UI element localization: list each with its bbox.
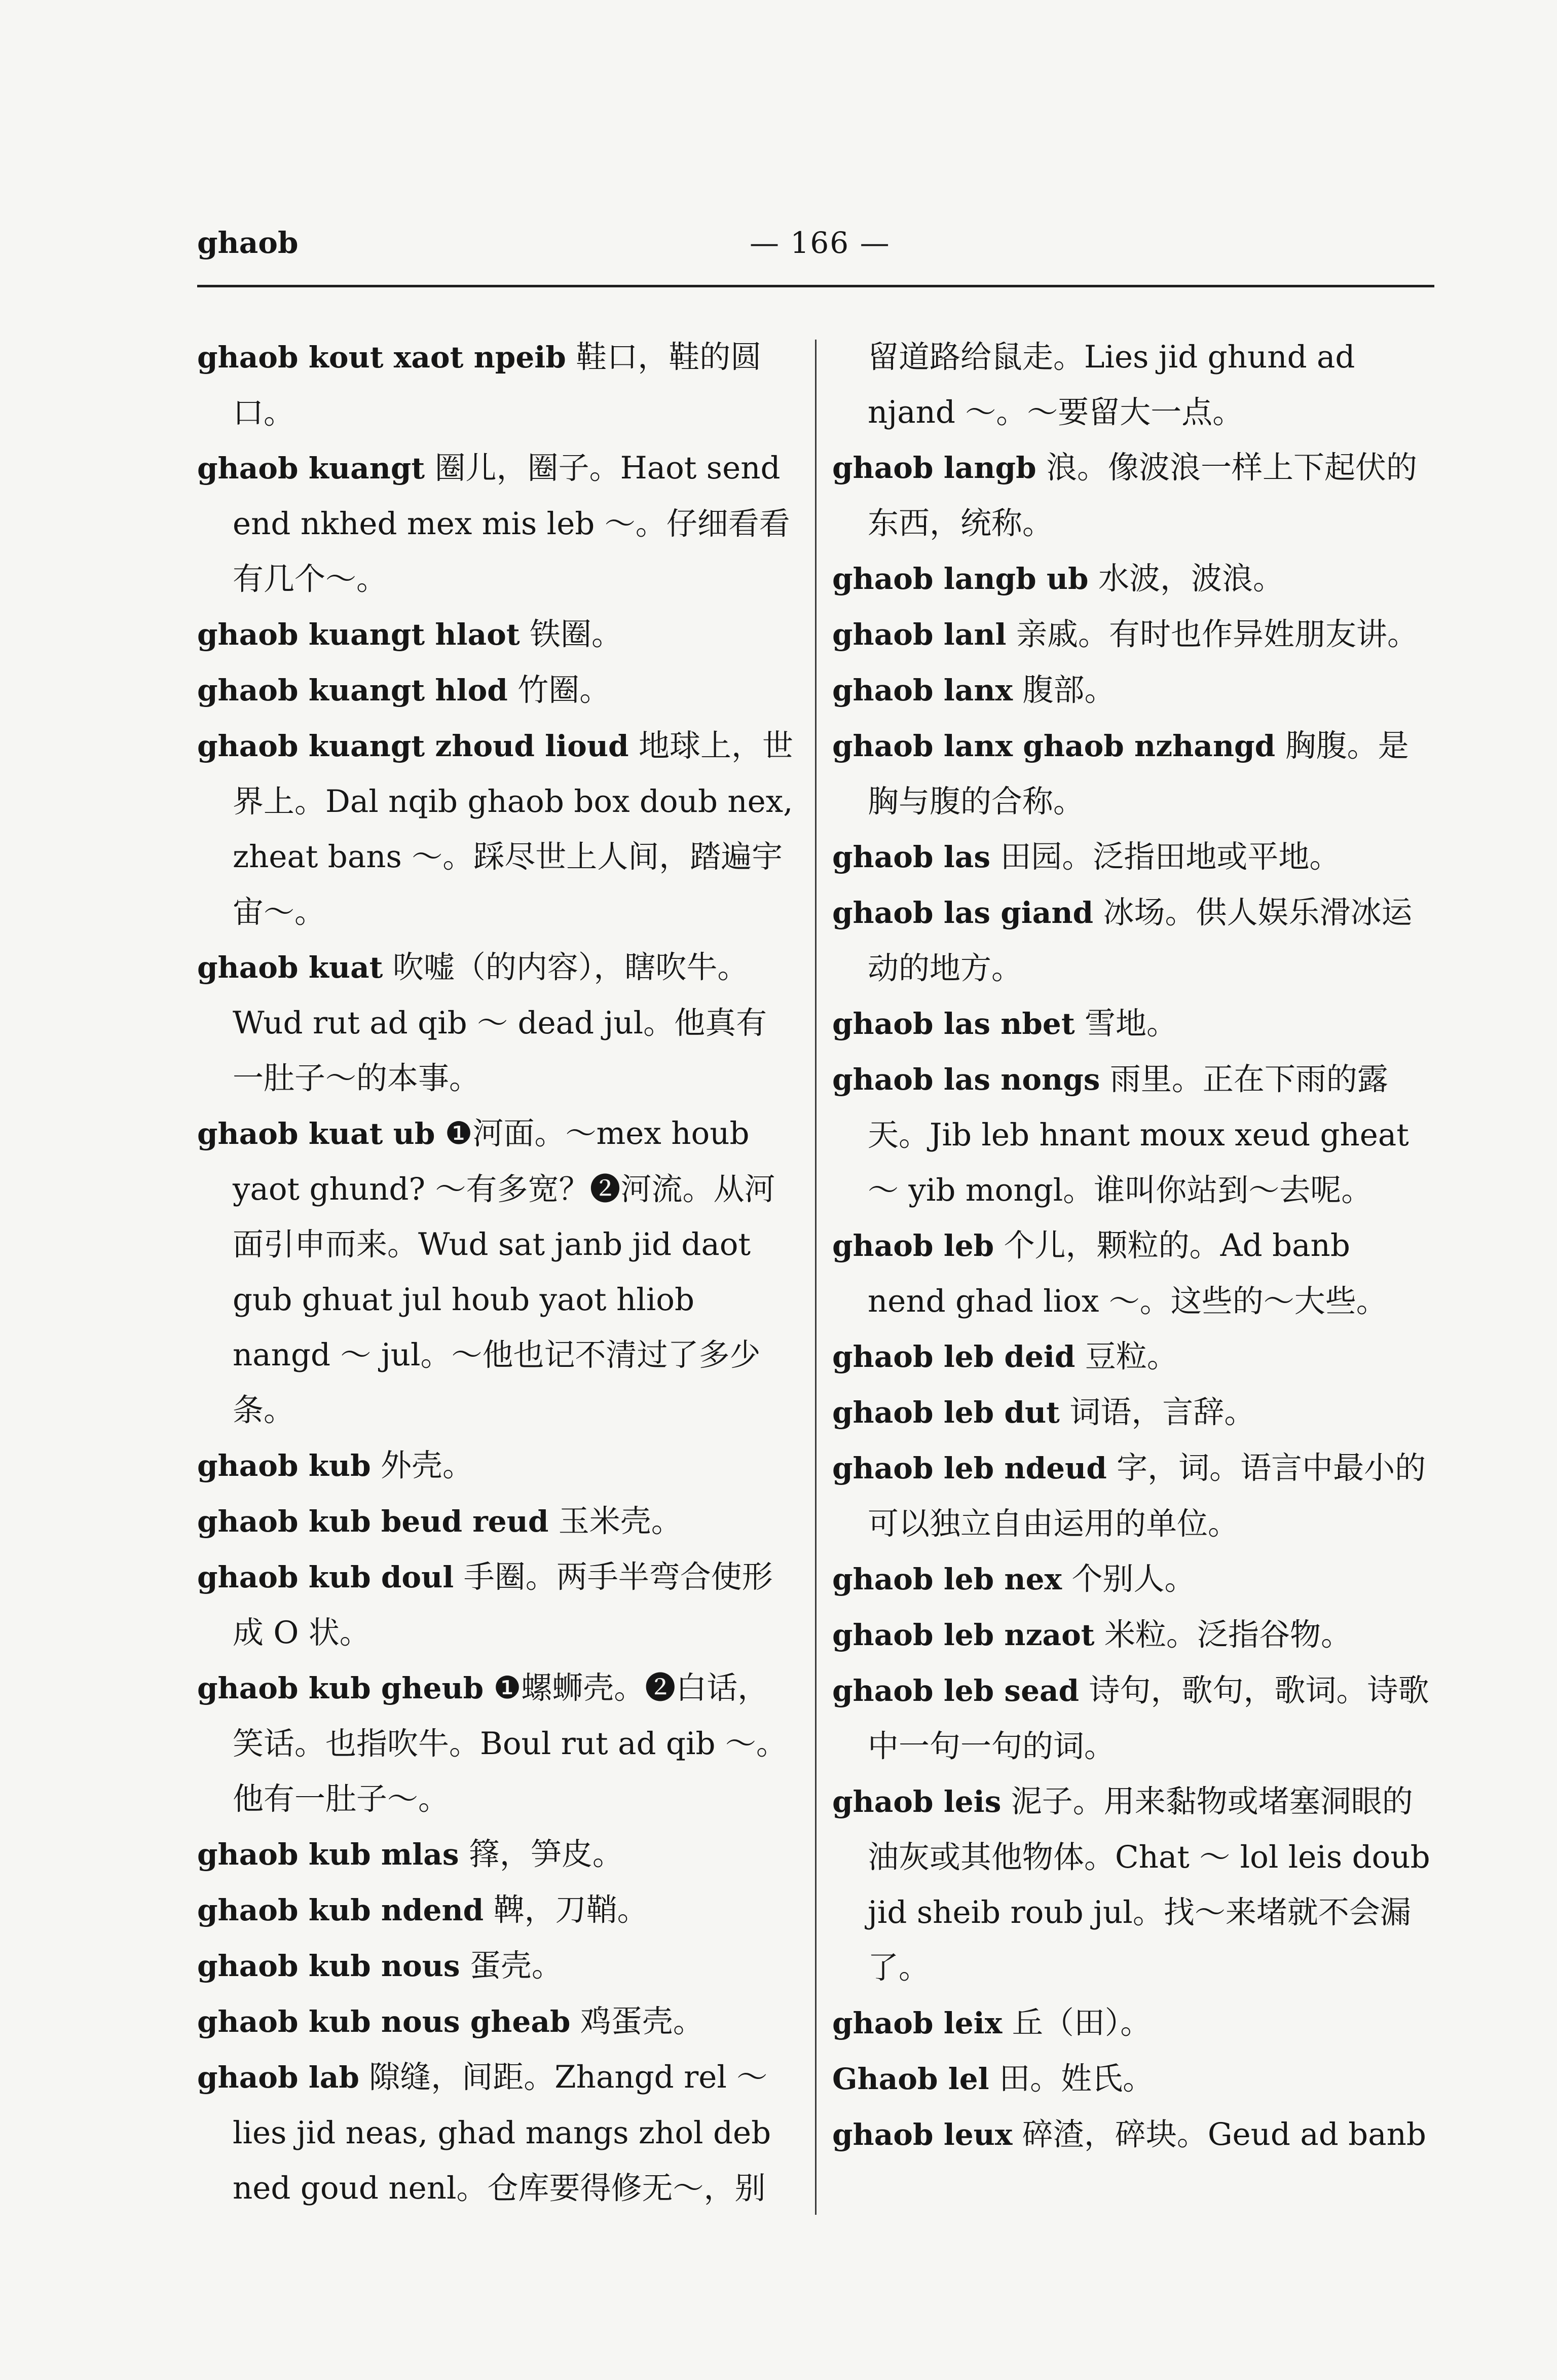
entry-definition: 圈儿，圈子。Haot send end nkhed mex mis leb ～。仔细看看有几个～。 bbox=[233, 450, 790, 597]
entry-definition: 水波，波浪。 bbox=[1098, 561, 1284, 597]
dictionary-entry bbox=[832, 1385, 1430, 1440]
dictionary-entry bbox=[197, 2050, 795, 2216]
entry-definition: 泥子。用来黏物或堵塞洞眼的油灰或其他物体。Chat ～ lol leis doub jid sheib roub jul。找～来堵就不会漏了。 bbox=[868, 1783, 1430, 1986]
entry-definition: 亲戚。有时也作异姓朋友讲。 bbox=[1016, 616, 1418, 652]
entry-headword: ghaob kub gheub bbox=[197, 1671, 484, 1705]
entry-headword: ghaob kub nous bbox=[197, 1949, 460, 1983]
entry-definition: 田。姓氏。 bbox=[999, 2061, 1154, 2097]
dictionary-entry bbox=[832, 718, 1430, 829]
entry-definition: 铁圈。 bbox=[530, 616, 623, 652]
dictionary-entry bbox=[832, 1218, 1430, 1329]
entry-definition: 蛋壳。 bbox=[469, 1948, 563, 1984]
page-header bbox=[197, 220, 1434, 271]
entry-definition: 诗句，歌句，歌词。诗歌中一句一句的词。 bbox=[868, 1672, 1429, 1764]
dictionary-entry bbox=[197, 940, 795, 1106]
entry-headword: ghaob lanx bbox=[832, 673, 1013, 708]
entry-headword: ghaob las nbet bbox=[832, 1007, 1075, 1041]
entry-definition: 腹部。 bbox=[1022, 672, 1116, 708]
entry-headword: ghaob leb ndeud bbox=[832, 1451, 1107, 1485]
entry-headword: ghaob leux bbox=[832, 2117, 1013, 2152]
entry-definition: 字，词。语言中最小的可以独立自由运用的单位。 bbox=[868, 1450, 1426, 1542]
page-number: — 166 — bbox=[750, 226, 891, 260]
entry-headword: ghaob leb sead bbox=[832, 1674, 1080, 1708]
dictionary-entry bbox=[832, 329, 1430, 440]
entry-definition: 地球上，世界上。Dal nqib ghaob box doub nex, zheat bans ～。踩尽世上人间，踏遍宇宙～。 bbox=[233, 728, 793, 930]
entry-headword: ghaob kuangt bbox=[197, 451, 425, 486]
dictionary-entry bbox=[832, 1052, 1430, 1218]
dictionary-entry bbox=[832, 551, 1430, 607]
entry-headword: ghaob langb ub bbox=[832, 562, 1089, 596]
entry-definition: 胸腹。是胸与腹的合称。 bbox=[868, 728, 1409, 820]
entry-definition: 个别人。 bbox=[1071, 1561, 1196, 1597]
entry-headword: ghaob las giand bbox=[832, 896, 1094, 930]
entry-definition: 鞞，刀鞘。 bbox=[493, 1892, 648, 1928]
left-column bbox=[197, 329, 795, 2216]
entry-headword: ghaob langb bbox=[832, 451, 1036, 485]
dictionary-entry bbox=[197, 718, 795, 940]
entry-headword: ghaob leb nzaot bbox=[832, 1618, 1095, 1652]
entry-definition: 雪地。 bbox=[1085, 1006, 1178, 1042]
entry-definition: 竹圈。 bbox=[517, 672, 611, 708]
entry-definition: ❶螺蛳壳。❷白话，笑话。也指吹牛。Boul rut ad qib ～。他有一肚子～。 bbox=[233, 1670, 787, 1817]
entry-headword: ghaob lanl bbox=[832, 617, 1007, 652]
dictionary-entry bbox=[832, 662, 1430, 718]
dictionary-entry bbox=[832, 885, 1430, 996]
right-column bbox=[832, 329, 1430, 2163]
entry-headword: ghaob kuangt hlaot bbox=[197, 617, 520, 652]
dictionary-entry bbox=[832, 607, 1430, 662]
entry-headword: ghaob leb nex bbox=[832, 1562, 1062, 1596]
entry-definition: 玉米壳。 bbox=[558, 1503, 682, 1539]
entry-headword: ghaob kuangt zhoud lioud bbox=[197, 729, 629, 763]
entry-definition: 浪。像波浪一样上下起伏的东西，统称。 bbox=[868, 450, 1418, 541]
entry-definition: 吹嘘（的内容），瞎吹牛。Wud rut ad qib ～ dead jul。他真有一肚子～的本事。 bbox=[233, 949, 767, 1096]
entry-definition: 田园。泛指田地或平地。 bbox=[1000, 839, 1341, 875]
dictionary-entry bbox=[832, 440, 1430, 551]
dictionary-entry bbox=[832, 2107, 1430, 2163]
entry-headword: ghaob las nongs bbox=[832, 1062, 1100, 1097]
dictionary-entry bbox=[832, 829, 1430, 885]
entry-headword: ghaob kub mlas bbox=[197, 1837, 459, 1872]
dictionary-entry bbox=[197, 1494, 795, 1549]
dictionary-entry bbox=[832, 1607, 1430, 1663]
dictionary-entry bbox=[197, 1660, 795, 1827]
dictionary-entry bbox=[197, 1938, 795, 1994]
entry-definition: 隙缝，间距。Zhangd rel ～ lies jid neas, ghad mangs zhol deb ned goud nenl。仓库要得修无～，别 bbox=[233, 2059, 771, 2206]
entry-headword: ghaob lab bbox=[197, 2060, 359, 2095]
dictionary-entry bbox=[197, 607, 795, 662]
entry-headword: ghaob leb bbox=[832, 1229, 994, 1263]
column-divider bbox=[815, 340, 817, 2215]
entry-headword: ghaob leb deid bbox=[832, 1340, 1076, 1374]
entry-headword: ghaob kub nous gheab bbox=[197, 2004, 571, 2039]
entry-headword: ghaob kub beud reud bbox=[197, 1504, 549, 1539]
entry-definition: 鸡蛋壳。 bbox=[580, 2003, 704, 2039]
entry-headword: ghaob kuat bbox=[197, 950, 383, 985]
dictionary-entry bbox=[832, 1551, 1430, 1607]
dictionary-entry bbox=[832, 996, 1430, 1052]
entry-definition: 外壳。 bbox=[381, 1447, 474, 1483]
entry-definition: 个儿，颗粒的。Ad banb nend ghad liox ～。这些的～大些。 bbox=[868, 1228, 1387, 1319]
entry-headword: ghaob kub doul bbox=[197, 1560, 454, 1594]
entry-definition: 豆粒。 bbox=[1085, 1338, 1178, 1374]
entry-definition: 雨里。正在下雨的露天。Jib leb hnant moux xeud gheat ～ yib mongl。谁叫你站到～去呢。 bbox=[868, 1061, 1409, 1208]
dictionary-entry bbox=[832, 1440, 1430, 1551]
entry-headword: ghaob las bbox=[832, 840, 991, 874]
dictionary-entry bbox=[197, 1438, 795, 1494]
entry-definition: 箨，笋皮。 bbox=[468, 1836, 623, 1872]
header-rule bbox=[197, 285, 1434, 287]
entry-definition: 冰场。供人娱乐滑冰运动的地方。 bbox=[868, 895, 1413, 986]
entry-definition: 手圈。两手半弯合使形成 O 状。 bbox=[233, 1559, 773, 1651]
running-headword: ghaob bbox=[197, 226, 299, 260]
entry-definition: ❶河面。～mex houb yaot ghund? ～有多宽？❷河流。从河面引申而来。Wud sat janb jid daot gub ghuat jul houb yaot hliob nangd ～ jul。～他也记不清过了多少条。 bbox=[233, 1115, 775, 1428]
entry-definition: 丘（田）。 bbox=[1012, 2005, 1152, 2041]
dictionary-entry bbox=[832, 2051, 1430, 2107]
entry-headword: ghaob kuangt hlod bbox=[197, 673, 508, 708]
entry-headword: ghaob leix bbox=[832, 2006, 1003, 2040]
dictionary-entry bbox=[197, 662, 795, 718]
dictionary-entry bbox=[197, 1549, 795, 1660]
entry-headword: ghaob lanx ghaob nzhangd bbox=[832, 729, 1276, 763]
entry-definition: 鞋口，鞋的圆口。 bbox=[233, 339, 762, 431]
entry-headword: Ghaob lel bbox=[832, 2062, 989, 2096]
dictionary-entry bbox=[197, 1827, 795, 1882]
dictionary-entry bbox=[832, 1663, 1430, 1774]
dictionary-entry bbox=[197, 1882, 795, 1938]
dictionary-entry bbox=[197, 329, 795, 440]
entry-definition: 碎渣，碎块。Geud ad banb bbox=[1022, 2116, 1426, 2152]
entry-headword: ghaob leis bbox=[832, 1784, 1002, 1819]
entry-definition: 词语，言辞。 bbox=[1069, 1394, 1255, 1430]
entry-definition: 留道路给鼠走。Lies jid ghund ad njand ～。～要留大一点。 bbox=[868, 339, 1355, 430]
entry-headword: ghaob kub ndend bbox=[197, 1893, 484, 1927]
entry-headword: ghaob kout xaot npeib bbox=[197, 340, 566, 375]
entry-definition: 米粒。泛指谷物。 bbox=[1104, 1617, 1352, 1653]
dictionary-entry bbox=[197, 440, 795, 607]
dictionary-entry bbox=[832, 1774, 1430, 1995]
entry-headword: ghaob kub bbox=[197, 1448, 371, 1483]
dictionary-entry bbox=[832, 1995, 1430, 2051]
dictionary-entry bbox=[197, 1106, 795, 1438]
entry-headword: ghaob kuat ub bbox=[197, 1117, 435, 1151]
dictionary-entry bbox=[832, 1329, 1430, 1385]
entry-headword: ghaob leb dut bbox=[832, 1395, 1060, 1430]
dictionary-entry bbox=[197, 1994, 795, 2050]
